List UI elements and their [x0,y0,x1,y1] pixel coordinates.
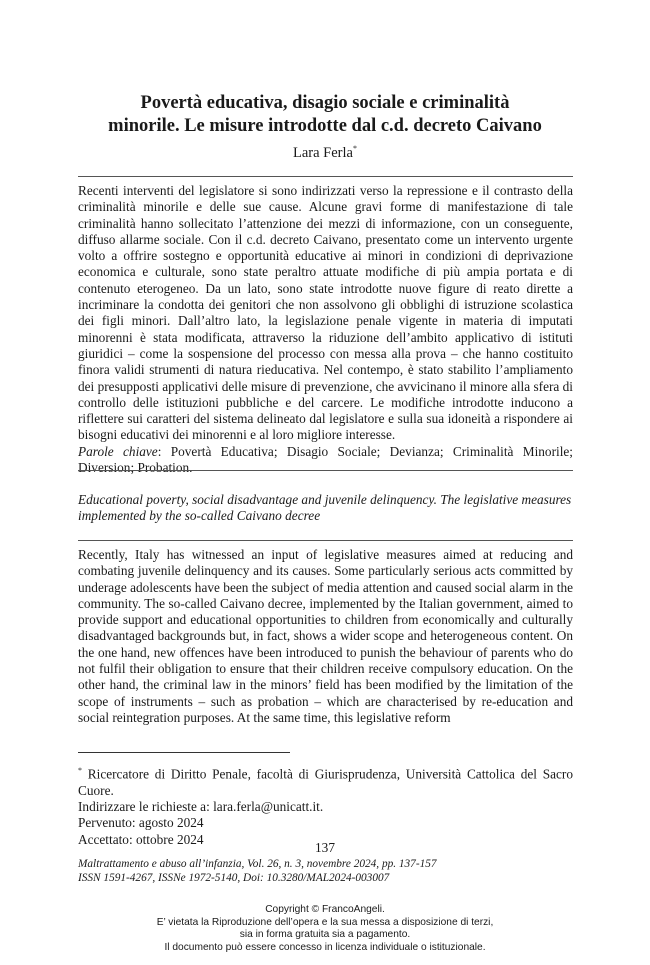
copyright-line-3: sia in forma gratuita sia a pagamento. [239,929,411,941]
footnote-accepted: Accettato: ottobre 2024 [78,831,204,847]
keywords-list: : Povertà Educativa; Disagio Sociale; Devianza; Criminalità Minorile; Diversion; Probation. [78,443,573,476]
article-title-line-1: Povertà educativa, disagio sociale e criminalità [140,93,510,113]
footnote-separator [78,752,290,753]
keywords-label: Parole chiave [78,443,158,459]
italian-abstract [78,183,573,476]
footnote-affiliation-line [78,763,573,799]
footnote-affiliation: Ricercatore di Diritto Penale, facoltà di Giurisprudenza, Università Cattolica del Sacro Cuore. [78,766,573,798]
english-title: Educational poverty, social disadvantage and juvenile delinquency. The legislative measures implemented by the so-called Caivano decree [78,492,572,524]
author-name: Lara Ferla [293,144,353,161]
abstract-top-rule [78,176,573,177]
article-title-line-2: minorile. Le misure introdotte dal c.d. decreto Caivano [108,116,542,136]
keywords-line [78,444,573,477]
copyright-line-1: Copyright © FrancoAngeli. [265,904,385,915]
english-abstract-text: Recently, Italy has witnessed an input of legislative measures aimed at reducing and combating juvenile delinquency and its causes. Some particularly serious acts committed by underage adolescents have been the subject of media attention and caused social alarm in the community. The so-called Caivano decree, implemented by the Italian government, aimed to provide support and educational opportunities to children from economically and culturally disadvantaged backgrounds but, in fact, shows a wider scope and heterogeneous content. On the one hand, new offences have been introduced to punish the behaviour of parents who do not fulfil their obligation to ensure that their children receive compulsory education. On the other hand, the criminal law in the minors’ field has been modified by the limitation of the scope of instruments – such as probation – which are characterised by re-education and social reintegration purposes. At the same time, this legislative reform [78,547,573,725]
copyright-notice [0,904,650,954]
author-footnote-mark: * [352,144,357,153]
copyright-line-2: E’ vietata la Riproduzione dell’opera e la sua messa a disposizione di terzi, [156,916,494,928]
journal-info [78,857,573,885]
copyright-line-4: Il documento può essere concesso in licenza individuale o istituzionale. [164,941,486,953]
journal-issn-doi: ISSN 1591-4267, ISSNe 1972-5140, Doi: 10.3280/MAL2024-003007 [78,872,390,884]
article-title [0,92,650,138]
footnote-received: Pervenuto: agosto 2024 [78,815,204,831]
author-line [0,140,650,162]
footnote-contact: Indirizzare le richieste a: lara.ferla@unicatt.it. [78,799,324,815]
page-number: 137 [315,840,335,855]
journal-citation: Maltrattamento e abuso all’infanzia, Vol. 26, n. 3, novembre 2024, pp. 137-157 [78,858,437,870]
footnote [78,763,573,848]
abstract-bottom-rule [78,470,573,471]
english-abstract [78,547,573,726]
italian-abstract-text: Recenti interventi del legislatore si sono indirizzati verso la repressione e il contrasto della criminalità minorile e delle sue cause. Alcune gravi forme di manifestazione di tale criminalità hanno sollecitato l’attenzione dei mezzi di informazione, con un conseguente, diffuso allarme sociale. Con il c.d. decreto Caivano, presentato come un intervento urgente volto a offrire sostegno e opportunità educative ai minori in condizioni di deprivazione economica e culturale, sono state peraltro attuate modifiche di più ampia portata e di contenuto eterogeneo. Da un lato, sono state introdotte nuove figure di reato dirette a incriminare la condotta dei genitori che non assolvono gli obblighi di istruzione scolastica dei figli minori. Dall’altro lato, la legislazione penale vigente in materia di imputati minorenni è stata modificata, attraverso la riduzione dell’ambito applicativo di istituti giuridici – come la sospensione del processo con messa alla prova – che hanno costituito finora validi strumenti di natura rieducativa. Nel contempo, è stato stabilito l’ampliamento dei presupposti applicativi delle misure di prevenzione, che avvicinano il minore alla sfera di controllo delle istituzioni pubbliche e del carcere. Le modifiche introdotte inducono a riflettere sui caratteri del sistema delineato dal legislatore e sulla sua idoneità a rispondere ai bisogni educativi dei minorenni e al loro migliore interesse. [78,183,573,443]
footnote-mark: * [78,766,82,775]
english-abstract-top-rule [78,540,573,541]
